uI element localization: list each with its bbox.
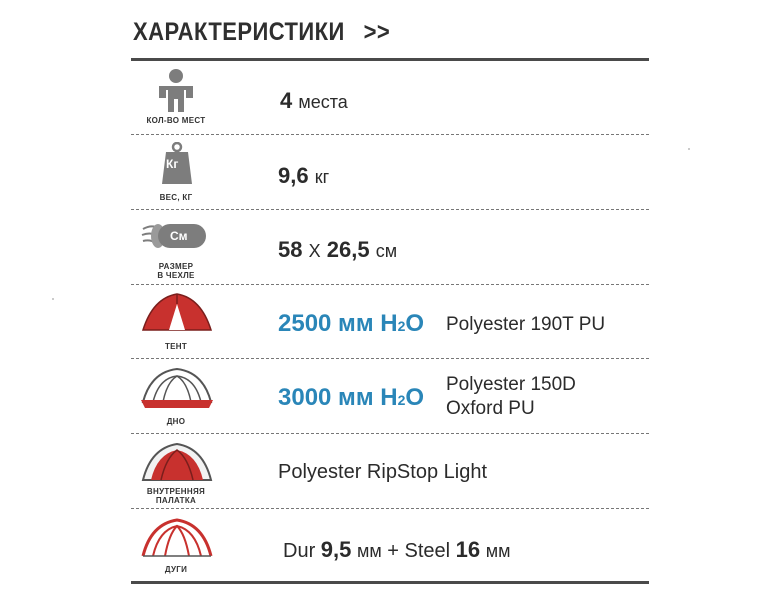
section-title-text: ХАРАКТЕРИСТИКИ [133, 18, 345, 46]
poles-plus: + [387, 540, 399, 562]
poles-label: ДУГИ [164, 565, 188, 574]
poles-unit-2: мм [485, 541, 511, 561]
bag-icon-text: См [170, 229, 188, 243]
top-divider [131, 58, 649, 61]
poles-material-1: Dur [283, 540, 316, 562]
person-icon [155, 68, 197, 112]
poles-unit-1: мм [356, 541, 382, 561]
size-label-line1: РАЗМЕР [158, 262, 194, 271]
inner-tent-material: Polyester RipStop Light [278, 461, 488, 483]
tent-poles-icon [139, 514, 215, 560]
section-arrow[interactable]: >> [363, 18, 391, 46]
floor-rating-sub: 2 [397, 392, 406, 408]
size-times: Х [308, 241, 321, 261]
tent-floor-icon [139, 364, 215, 410]
floor-rating-end: O [405, 384, 425, 411]
inner-tent-label [133, 487, 219, 505]
section-title [133, 18, 390, 47]
fly-rating-text: 2500 мм H [278, 310, 398, 337]
floor-waterproof-rating [278, 384, 424, 412]
size-label [133, 262, 219, 280]
places-value [280, 88, 348, 114]
row-separator [131, 209, 649, 210]
fly-rating-sub: 2 [397, 318, 406, 334]
row-separator [131, 284, 649, 285]
size-length: 58 [278, 237, 303, 262]
fly-rating-end: O [405, 310, 425, 337]
weight-number: 9,6 [278, 163, 309, 188]
places-number: 4 [280, 88, 293, 113]
weight-icon-text: Кг [166, 157, 179, 171]
places-label: КОЛ-ВО МЕСТ [146, 116, 206, 125]
floor-label: ДНО [166, 417, 186, 426]
stray-dot [52, 298, 54, 300]
row-separator [131, 134, 649, 135]
places-unit: места [298, 92, 348, 112]
floor-material-line2: Oxford PU [446, 398, 535, 419]
fly-label: ТЕНТ [164, 342, 188, 351]
bottom-divider [131, 581, 649, 584]
weight-value [278, 163, 329, 189]
poles-diameter-2: 16 [455, 537, 481, 562]
row-separator [131, 508, 649, 509]
floor-material-line1: Polyester 150D [446, 374, 576, 395]
size-unit: см [375, 241, 398, 261]
poles-diameter-1: 9,5 [320, 537, 352, 562]
poles-material-2: Steel [404, 540, 451, 562]
poles-value [283, 537, 510, 563]
tent-fly-icon [139, 290, 215, 334]
inner-label-line2: ПАЛАТКА [155, 496, 197, 505]
size-value [278, 237, 397, 263]
floor-rating-text: 3000 мм H [278, 384, 398, 411]
size-label-line2: В ЧЕХЛЕ [157, 271, 195, 280]
floor-material [446, 373, 576, 421]
row-separator [131, 433, 649, 434]
row-separator [131, 358, 649, 359]
fly-waterproof-rating [278, 310, 424, 338]
stray-dot [688, 148, 690, 150]
inner-label-line1: ВНУТРЕННЯЯ [146, 487, 206, 496]
weight-unit: кг [314, 167, 330, 187]
inner-tent-icon [139, 440, 215, 484]
fly-material: Polyester 190T PU [446, 314, 606, 335]
size-diameter: 26,5 [326, 237, 370, 262]
weight-label: ВЕС, КГ [159, 193, 193, 202]
